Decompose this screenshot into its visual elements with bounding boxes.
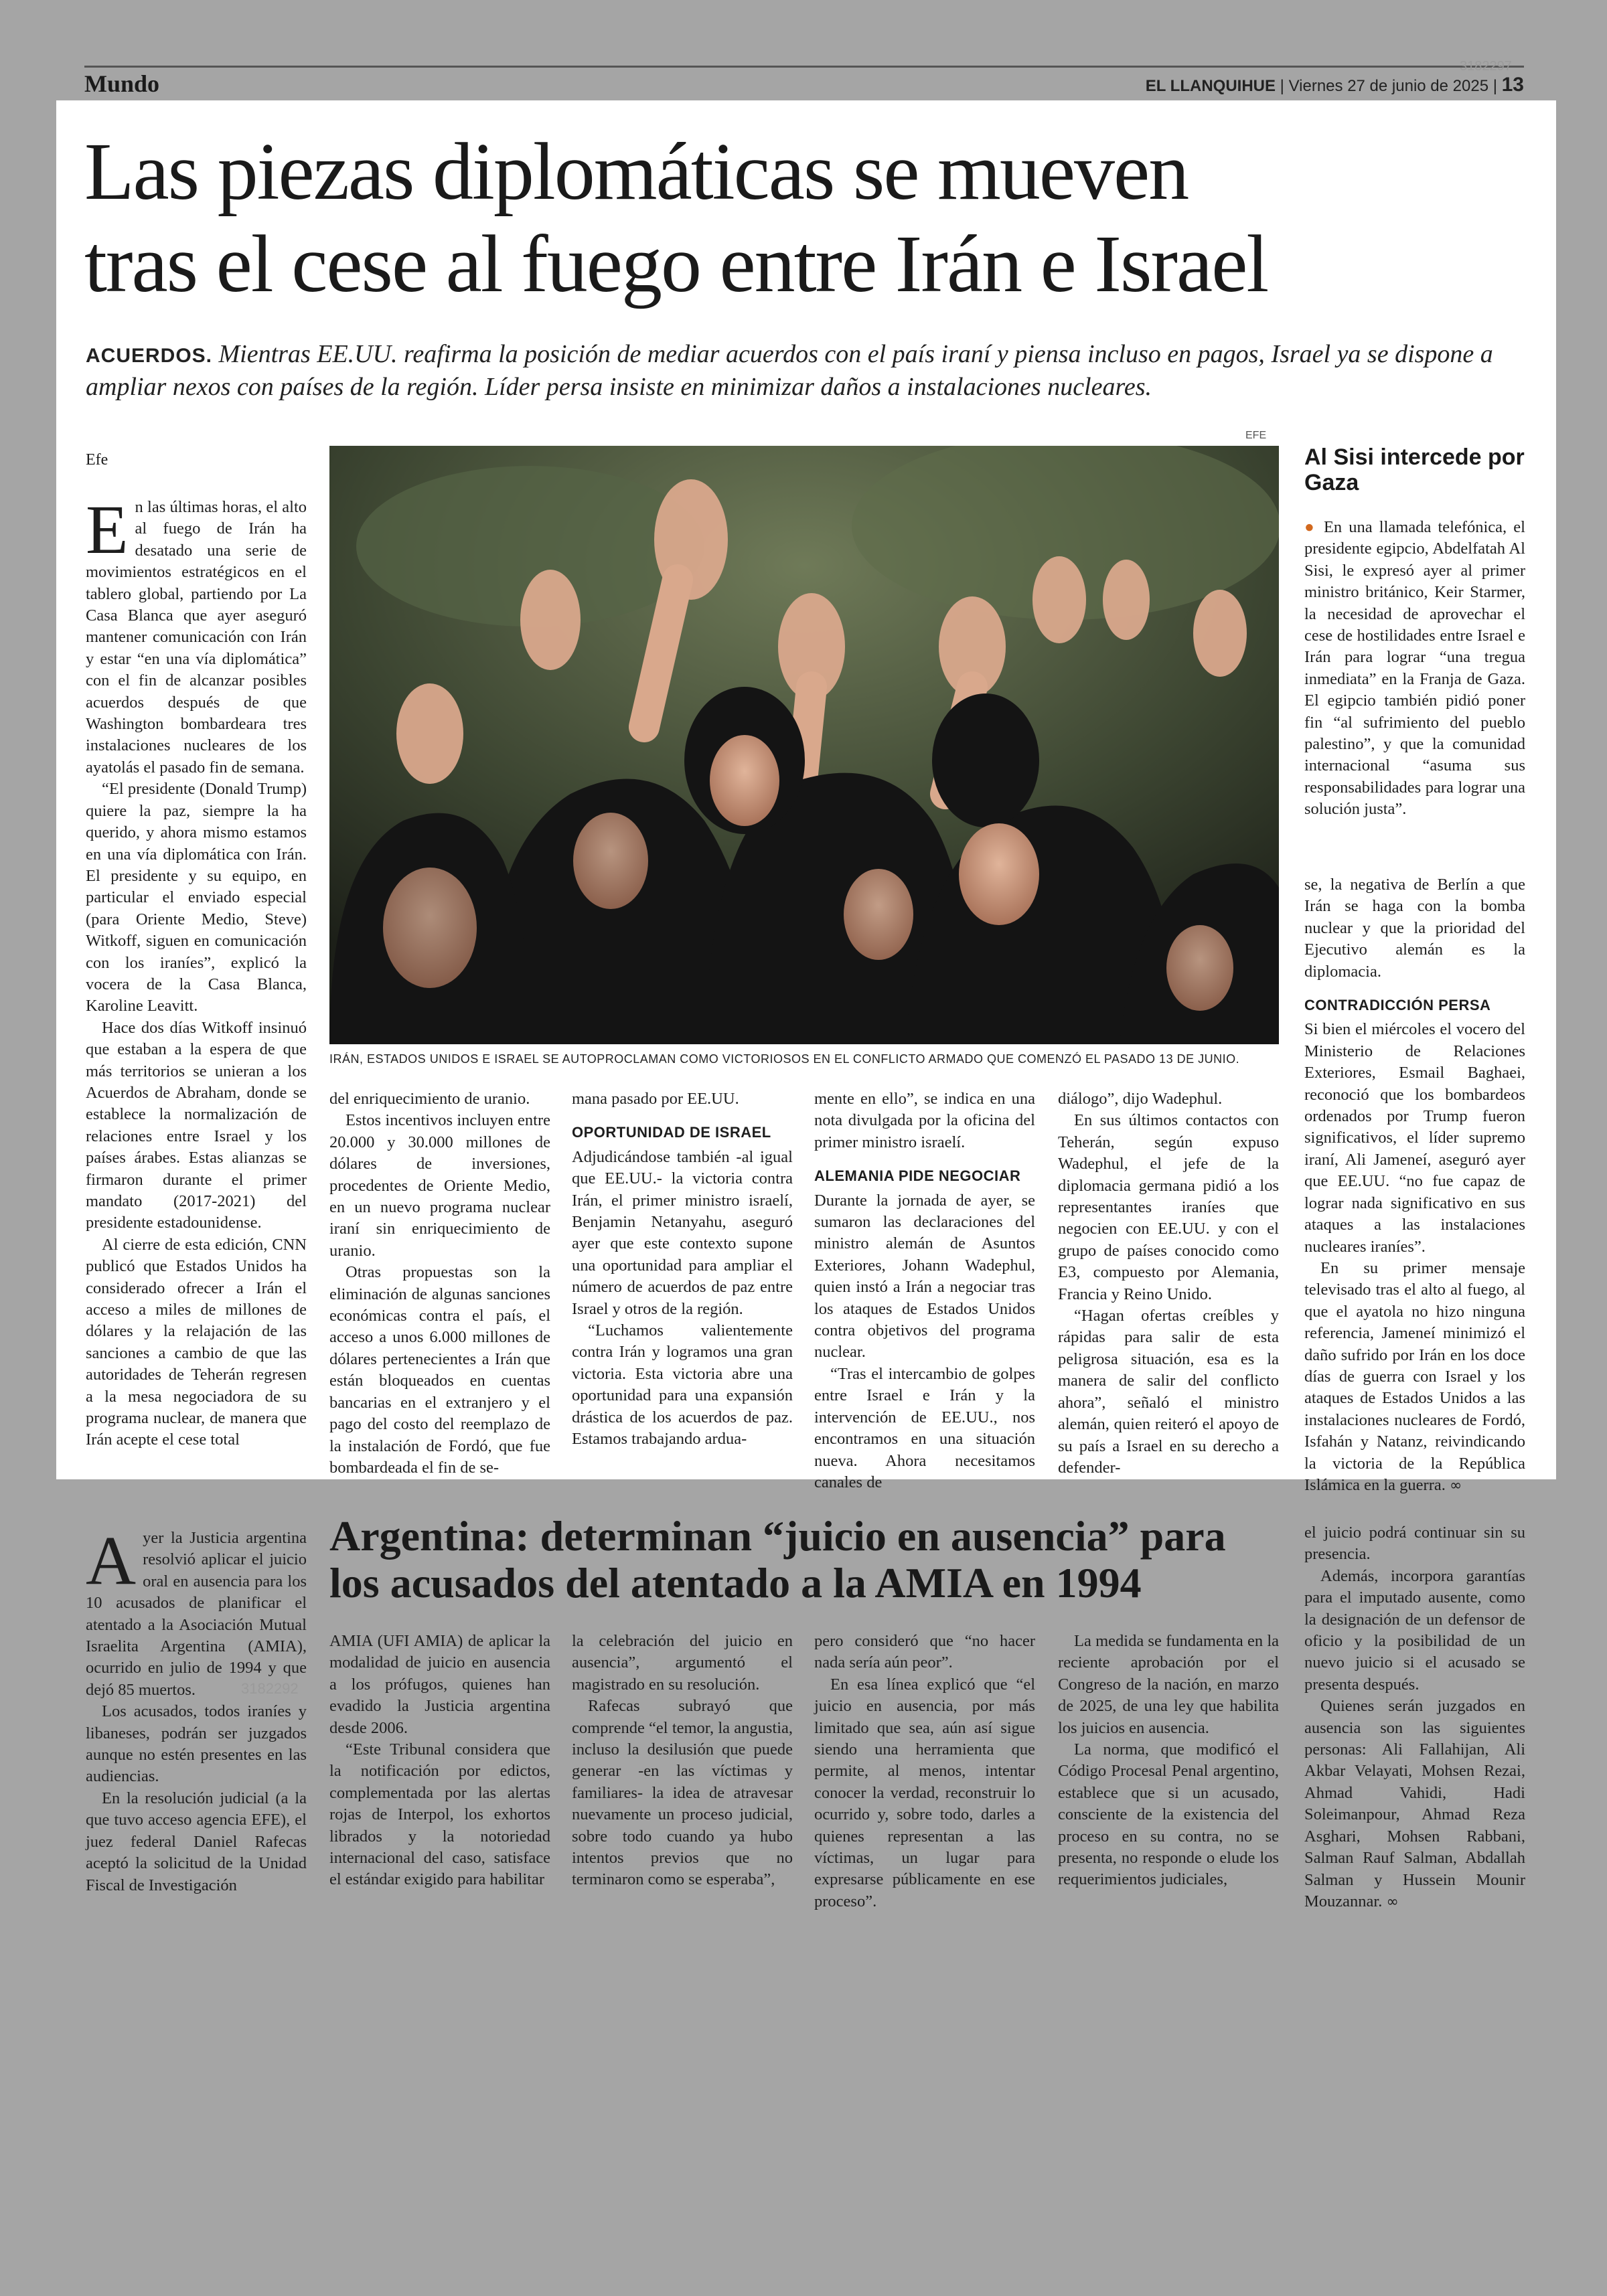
headline-line-2: tras el cese al fuego entre Irán e Israel bbox=[84, 219, 1268, 309]
paragraph: Otras propuestas son la eliminación de algunas sanciones económicas contra el país, el acceso a unos 6.000 millones de dólares pertenecientes a Irán que están bloqueados en cuentas bancarias en el extranjero y el pago del costo del reemplazo de la instalación de Fordó, que fue bombardeada el fin de se- bbox=[329, 1263, 550, 1477]
paragraph: se, la negativa de Berlín a que Irán se haga con la bomba nuclear y que la prioridad del Ejecutivo alemán es la diplomacia. bbox=[1304, 876, 1525, 981]
article2-column-5 bbox=[1058, 1631, 1279, 1891]
paragraph: En sus últimos contactos con Teherán, según expuso Wadephul, el jefe de la diplomacia germana pidió a los representantes iraníes que negocien con EE.UU. y con el grupo de países conocido como E3, compuesto por Alemania, Francia y Reino Unido. bbox=[1058, 1111, 1279, 1303]
lead-kicker: ACUERDOS. bbox=[86, 345, 213, 367]
paragraph: Los acusados, todos iraníes y libaneses, podrán ser juzgados aunque no estén presentes en las audiencias. bbox=[86, 1702, 307, 1786]
end-of-article-icon: ∞ bbox=[1449, 1477, 1462, 1494]
headline-line-2: los acusados del atentado a la AMIA en 1994 bbox=[329, 1559, 1142, 1607]
paragraph: Además, incorpora garantías para el imputado ausente, como la designación de un defensor de oficio y la posibilidad de un nuevo juicio si el acusado se presenta después. bbox=[1304, 1566, 1525, 1694]
article2-column-2 bbox=[329, 1631, 550, 1891]
end-of-article-icon: ∞ bbox=[1386, 1893, 1399, 1910]
article2-column-3 bbox=[572, 1631, 793, 1891]
drop-cap: E bbox=[86, 491, 129, 568]
subhead-alemania: ALEMANIA PIDE NEGOCIAR bbox=[814, 1167, 1021, 1185]
photo-credit: EFE bbox=[1245, 430, 1267, 441]
article2-column-6 bbox=[1304, 1522, 1525, 1913]
paragraph: la celebración del juicio en ausencia”, argumentó el magistrado en su resolución. bbox=[572, 1632, 793, 1694]
paragraph: AMIA (UFI AMIA) de aplicar la modalidad de juicio en ausencia a los prófugos, quienes han evadido la Justicia argentina desde 2006. bbox=[329, 1632, 550, 1737]
paragraph: “Hagan ofertas creíbles y rápidas para salir de esta peligrosa situación, esa es la manera de salir del conflicto ahora”, señaló el ministro alemán, quien reiteró el apoyo de su país a Israel en su derecho a defender- bbox=[1058, 1307, 1279, 1477]
article-column-5 bbox=[1058, 1088, 1279, 1479]
subhead-contradiccion: CONTRADICCIÓN PERSA bbox=[1304, 997, 1491, 1014]
paragraph: “Tras el intercambio de golpes entre Israel e Irán y la intervención de EE.UU., nos encontramos en una situación nueva. Ahora necesitamos canales de bbox=[814, 1364, 1035, 1491]
newspaper-name: EL LLANQUIHUE bbox=[1145, 77, 1276, 95]
byline: Efe bbox=[86, 451, 108, 469]
folio-separator: | bbox=[1280, 77, 1289, 95]
headline-line-1: Argentina: determinan “juicio en ausencia” para bbox=[329, 1512, 1226, 1560]
paragraph: mente en ello”, se indica en una nota divulgada por la oficina del primer ministro israelí. bbox=[814, 1090, 1035, 1151]
article-lead bbox=[86, 339, 1525, 402]
section-name: Mundo bbox=[84, 70, 160, 97]
paragraph: del enriquecimiento de uranio. bbox=[329, 1090, 530, 1108]
subhead-israel: OPORTUNIDAD DE ISRAEL bbox=[572, 1124, 771, 1141]
paragraph: diálogo”, dijo Wadephul. bbox=[1058, 1090, 1223, 1108]
lead-text: Mientras EE.UU. reafirma la posición de mediar acuerdos con el país iraní y piensa incluso en pagos, Israel ya se dispone a ampliar nexos con países de la región. Líder persa insiste en minimizar daños a instalaciones nucleares. bbox=[86, 340, 1493, 401]
article-photo bbox=[329, 446, 1279, 1044]
stamp-number-top: 3182297 bbox=[1460, 59, 1512, 74]
paragraph: Estos incentivos incluyen entre 20.000 y 30.000 millones de dólares de inversiones, procedentes de Oriente Medio, en un nuevo programa nuclear iraní sin enriquecimiento de uranio. bbox=[329, 1111, 550, 1260]
paragraph: el juicio podrá continuar sin su presencia. bbox=[1304, 1524, 1525, 1564]
article2-column-1 bbox=[86, 1522, 307, 1896]
paragraph: Ayer la Justicia argentina resolvió aplicar el juicio oral en ausencia para los 10 acusados de planificar el atentado a la Asociación Mutual Israelita Argentina (AMIA), ocurrido en julio de 1994 y que dejó 85 muertos. bbox=[86, 1522, 307, 1699]
paragraph: Al cierre de esta edición, CNN publicó que Estados Unidos ha considerado ofrecer a Irán el acceso a miles de millones de dólares y la relajación de las sanciones a cambio de que las autoridades de Teherán regresen a la mesa negociadora de su programa nuclear, de manera que Irán acepte el cese total bbox=[86, 1235, 307, 1449]
paragraph: Rafecas subrayó que comprende “el temor, la angustia, incluso la desilusión que puede generar -en las víctimas y familiares- la idea de atravesar nuevamente un proceso judicial, sobre todo cuando ya hubo intentos previos que no terminaron como se esperaba”, bbox=[572, 1697, 793, 1889]
paragraph: En esa línea explicó que “el juicio en ausencia, por más limitado que sea, aún así sigue siendo una herramienta que permite, al menos, intentar conocer la verdad, reconstruir lo ocurrido y, sobre todo, darles a quienes representan a las víctimas, un lugar para expresarse públicamente en ese proceso”. bbox=[814, 1675, 1035, 1910]
page-number: 13 bbox=[1501, 74, 1524, 96]
article-column-3 bbox=[572, 1088, 793, 1451]
paragraph: Si bien el miércoles el vocero del Ministerio de Relaciones Exteriores, Esmail Baghaei, reconoció que los bombardeos ordenados por Trump fueron significativos, el líder supremo iraní, Ali Jameneí, aseguró ayer que EE.UU. “no fue capaz de lograr nada significativo en sus ataques a las instalaciones nucleares iraníes”. bbox=[1304, 1020, 1525, 1256]
paragraph: La norma, que modificó el Código Procesal Penal argentino, establece que si un acusado, consciente de la existencia del proceso en su contra, no se presenta, no responde o elude los requerimientos judiciales, bbox=[1058, 1740, 1279, 1889]
folio bbox=[1112, 74, 1524, 96]
paragraph: “Luchamos valientemente contra Irán y logramos una gran victoria. Esta victoria abre una oportunidad para una expansión drástica de los acuerdos de paz. Estamos trabajando ardua- bbox=[572, 1321, 793, 1449]
paragraph: mana pasado por EE.UU. bbox=[572, 1090, 739, 1108]
paragraph: Adjudicándose también -al igual que EE.UU.- la victoria contra Irán, el primer ministro israelí, Benjamin Netanyahu, aseguró ayer que este contexto supone una oportunidad para ampliar el número de acuerdos de paz entre Israel y otros de la región. bbox=[572, 1147, 793, 1318]
paragraph: “Este Tribunal considera que la notificación por edictos, complementada por las alertas rojas de Interpol, los exhortos librados y la notoriedad internacional del caso, satisface el estándar exigido para habilitar bbox=[329, 1740, 550, 1889]
paragraph: pero consideró que “no hacer nada sería aún peor”. bbox=[814, 1632, 1035, 1672]
paragraph: ● En una llamada telefónica, el presidente egipcio, Abdelfatah Al Sisi, le expresó ayer al primer ministro británico, Keir Starmer, la necesidad de aprovechar el cese de hostilidades entre Israel e Irán para lograr “una tregua inmediata” en la Franja de Gaza. El egipcio también pidió poner fin “al sufrimiento del pueblo palestino”, y que la comunidad internacional “asuma sus responsabilidades para lograr una solución justa”. bbox=[1304, 518, 1525, 819]
article-column-4 bbox=[814, 1088, 1035, 1493]
paragraph: Hace dos días Witkoff insinuó que estaban a la espera de que más territorios se unieran a los Acuerdos de Abraham, donde se establece la normalización de relaciones entre Israel y los países árabes. Estas alianzas se firmaron durante el primer mandato (2017-2021) del presidente estadounidense. bbox=[86, 1018, 307, 1232]
issue-date: Viernes 27 de junio de 2025 bbox=[1288, 77, 1489, 95]
paragraph: Quienes serán juzgados en ausencia son las siguientes personas: Ali Fallahijan, Ali Akbar Velayati, Mohsen Rezai, Ahmad Vahidi, Hadi Soleimanpour, Ahmad Reza Asghari, Mohsen Rabbani, Salman Rauf Salman, Abdallah Salman y Hussein Mounir Mouzannar. ∞ bbox=[1304, 1697, 1525, 1910]
article-column-6 bbox=[1304, 874, 1525, 1497]
article-column-1 bbox=[86, 491, 307, 1451]
protest-photo-illustration bbox=[329, 446, 1279, 1044]
drop-cap: A bbox=[86, 1522, 137, 1599]
sidebar-title: Al Sisi intercede por Gaza bbox=[1304, 444, 1525, 495]
paragraph: En su primer mensaje televisado tras el alto al fuego, al que el ayatola no hizo ninguna referencia, Jameneí minimizó el daño sufrido por Irán en los doce días de guerra con Israel y los ataques de Estados Unidos a las instalaciones nucleares de Fordó, Isfahán y Natanz, reivindicando la victoria de la República Islámica en la guerra. ∞ bbox=[1304, 1258, 1525, 1494]
paragraph: La medida se fundamenta en la reciente aprobación por el Congreso de la nación, en marzo de 2025, de una ley que habilita los juicios en ausencia. bbox=[1058, 1632, 1279, 1737]
paragraph: “El presidente (Donald Trump) quiere la paz, siempre la ha querido, y ahora mismo estamos en una vía diplomática con Irán. El presidente y su equipo, en particular el enviado especial (para Oriente Medio, Steve) Witkoff, siguen en comunicación con los iraníes”, explicó la vocera de la Casa Blanca, Karoline Leavitt. bbox=[86, 780, 307, 1015]
article-column-2 bbox=[329, 1088, 550, 1479]
sidebar-body bbox=[1304, 517, 1525, 821]
bullet-dot-icon: ● bbox=[1304, 518, 1317, 536]
headline-line-1: Las piezas diplomáticas se mueven bbox=[84, 127, 1189, 217]
article-headline bbox=[84, 126, 1524, 311]
article2-headline bbox=[329, 1513, 1294, 1607]
article2-column-4 bbox=[814, 1631, 1035, 1912]
paragraph: En la resolución judicial (a la que tuvo acceso agencia EFE), el juez federal Daniel Rafecas aceptó la solicitud de la Unidad Fiscal de Investigación bbox=[86, 1789, 307, 1894]
paragraph: En las últimas horas, el alto al fuego de Irán ha desatado una serie de movimientos estratégicos en el tablero global, partiendo por La Casa Blanca que ayer aseguró mantener comunicación con Irán y estar “en una vía diplomática” con el fin de alcanzar posibles acuerdos después de que Washington bombardeara tres instalaciones nucleares de los ayatolás el pasado fin de semana. bbox=[86, 491, 307, 776]
paragraph: Durante la jornada de ayer, se sumaron las declaraciones del ministro alemán de Asuntos Exteriores, Johann Wadephul, quien instó a Irán a negociar tras los ataques de Estados Unidos contra objetivos del programa nuclear. bbox=[814, 1191, 1035, 1362]
folio-separator: | bbox=[1493, 77, 1502, 95]
photo-caption: IRÁN, ESTADOS UNIDOS E ISRAEL SE AUTOPROCLAMAN COMO VICTORIOSOS EN EL CONFLICTO ARMADO QUE COMENZÓ EL PASADO 13 DE JUNIO. bbox=[329, 1052, 1240, 1066]
stamp-number: 3182292 bbox=[241, 1680, 299, 1697]
